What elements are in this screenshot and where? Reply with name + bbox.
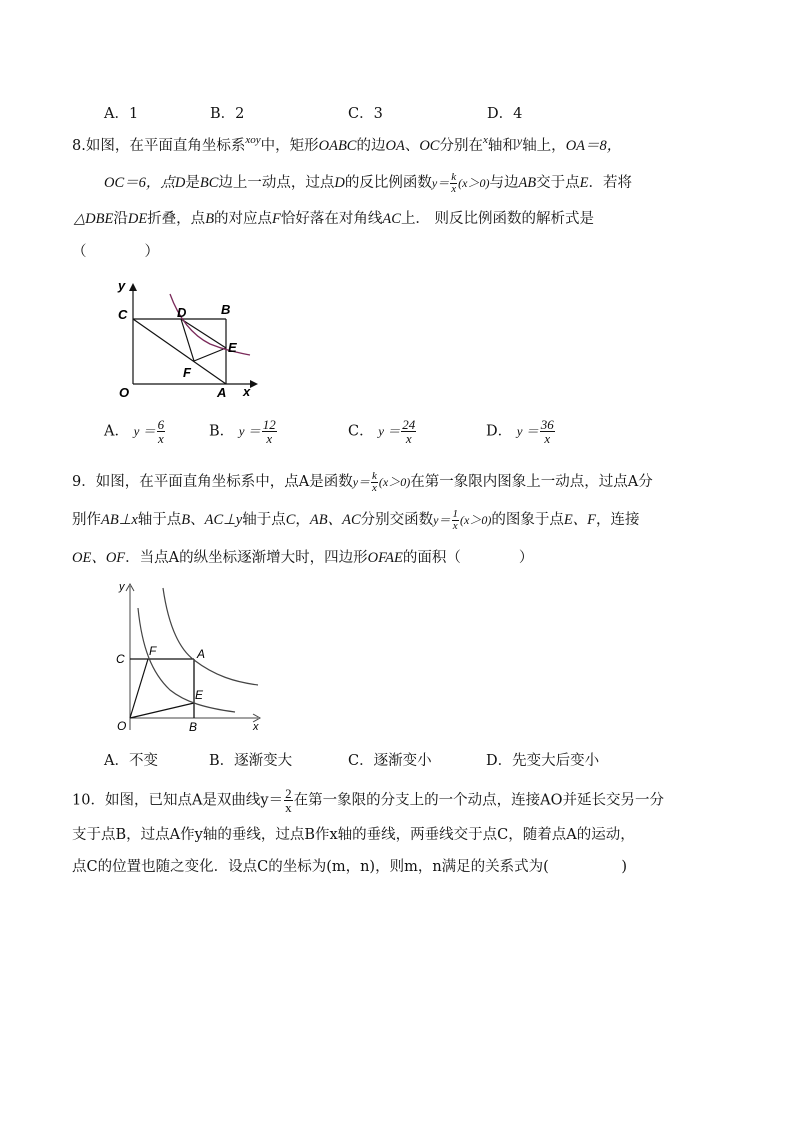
q8-line-2: OC＝6，点D是BC边上一动点，过点D的反比例函数y＝ $\frac{k}{x}$ (x＞0)与边AB交于点E．若将 (104, 170, 633, 195)
q8-line-3: △DBE沿DE折叠，点B的对应点F恰好落在对角线AC上． 则反比例函数的解析式是 (74, 211, 595, 227)
q9-curve-outer (163, 588, 258, 685)
q7-option-d: D．4 (487, 106, 523, 122)
q10-line-1: 10．如图，已知点A是双曲线y＝ $\frac{2}{x}$ 在第一象限的分支上的一个动点，连接AO并延长交另一分 (72, 786, 664, 815)
q9-label-e: E (195, 688, 204, 702)
q8-figure (110, 274, 260, 404)
q8-label-e: E (228, 340, 237, 355)
q9-line-3: OE、OF．当点A的纵坐标逐渐增大时，四边形OFAE的面积（ ） (72, 550, 534, 566)
q9-option-b: B．逐渐变大 (209, 753, 293, 769)
q8-option-a: A． y ＝ $\frac{6}{x}$ (104, 417, 165, 446)
q9-label-f: F (149, 644, 157, 658)
q8-option-d: D． y ＝ $\frac{36}{x}$ (486, 417, 554, 446)
q9-label-c: C (116, 652, 125, 666)
q8-option-c: C． y ＝ $\frac{24}{x}$ (348, 417, 416, 446)
q8-segment-de (181, 319, 226, 348)
q9-option-c: C．逐渐变小 (348, 753, 432, 769)
q8-label-b: B (221, 302, 231, 317)
q9-label-b: B (189, 720, 198, 734)
q8-hyperbola (170, 294, 250, 355)
q9-curve-inner (138, 608, 235, 712)
q7-option-c: C．3 (348, 106, 383, 122)
q8-option-b: B． y ＝ $\frac{12}{x}$ (209, 417, 276, 446)
q9-label-x: x (253, 721, 259, 733)
q10-line-2: 支于点B，过点A作y轴的垂线，过点B作x轴的垂线，两垂线交于点C，随着点A的运动， (72, 827, 635, 843)
q8-label-o: O (119, 385, 130, 400)
q9-label-a: A (197, 647, 206, 661)
q9-option-a: A．不变 (104, 753, 158, 769)
q9-line-2: 别作AB⊥x轴于点B、AC⊥y轴于点C，AB、AC分别交函数y＝ $\frac{1}{x}$ (x＞0)的图象于点E、F，连接 (72, 507, 640, 532)
q8-diagonal-ca (133, 319, 226, 384)
q10-line-3: 点C的位置也随之变化．设点C的坐标为(m，n)，则m，n满足的关系式为( ) (72, 859, 627, 875)
q9-figure (110, 578, 270, 738)
q9-option-d: D．先变大后变小 (486, 753, 600, 769)
q8-label-x: x (243, 384, 251, 399)
q8-segment-fe (194, 348, 226, 361)
q8-y-arrow (129, 283, 137, 291)
q8-label-f: F (183, 365, 191, 380)
q8-label-a: A (217, 385, 227, 400)
q9-segment-oe (130, 703, 194, 718)
q9-line-1: 9．如图，在平面直角坐标系中，点A是函数y＝ $\frac{k}{x}$ (x＞0)在第一象限内图象上一动点，过点A分 (72, 469, 653, 494)
q8-answer-paren: （ ） (72, 244, 159, 260)
q8-label-c: C (118, 307, 128, 322)
q7-option-b: B．2 (210, 106, 245, 122)
q8-label-y: y (118, 278, 126, 293)
q8-line-1: 8.如图，在平面直角坐标系$^{xoy}$中，矩形OABC的边OA、OC分别在$^x$轴和$^y$轴上，OA＝8， (72, 134, 622, 154)
q8-label-d: D (177, 305, 187, 320)
q9-label-o: O (117, 719, 127, 733)
q9-segment-of (130, 659, 148, 718)
q9-label-y: y (119, 581, 125, 593)
q7-option-a: A．1 (104, 106, 139, 122)
q8-x-arrow (250, 380, 258, 388)
